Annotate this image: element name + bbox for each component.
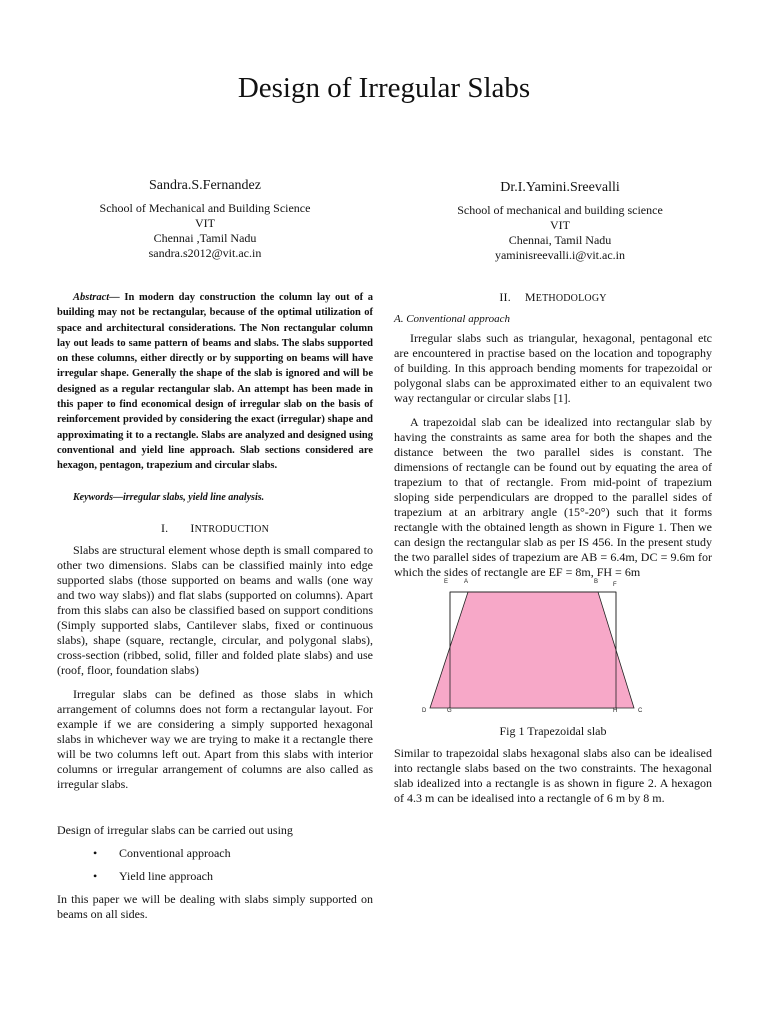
label-h: H <box>613 708 618 714</box>
abstract-text: In modern day construction the column lay out of a building may not be rectangular, because of the optimal utilization of space and architectural considerations. The Non rectangular column lay out leads to same pattern of beams and slabs. The slabs supported on these columns, either directly or by supporting on beams will have irregular shape. Generally the shape of the slab is ignored and will be designed as a regular rectangular slab. An attempt has been made in this paper to find economical design of irregular slab on the basis of reinforcement provided by considering the exact (irregular) shape and approximating it to a rectangle. Slabs are analyzed and designed using conventional and yield line approach. Slab sections considered are hexagon, pentagon, trapezium and circular slabs. <box>57 292 373 472</box>
methodology-paragraph-1: Irregular slabs such as triangular, hexagonal, pentagonal etc are encountered in practise based on the location and topography of building. In this approach bending moments for trapezoidal or polygonal slabs can be approximated either to an equivalent two way rectangular or circular slabs [1]. <box>394 331 712 405</box>
section-number: I. <box>160 520 169 535</box>
subsection-heading: A. Conventional approach <box>394 313 510 325</box>
author-name: Dr.I.Yamini.Sreevalli <box>500 180 620 195</box>
author-city: Chennai, Tamil Nadu <box>508 233 612 247</box>
right-column-lower <box>394 746 712 806</box>
abstract-label: Abstract <box>73 292 110 303</box>
section-initial: I <box>190 520 195 535</box>
section-heading-methodology <box>394 290 712 306</box>
author-block-1 <box>60 178 350 261</box>
label-d: D <box>422 708 427 714</box>
left-column <box>57 290 373 922</box>
intro-paragraph-3: Design of irregular slabs can be carried out using <box>57 822 293 837</box>
approach-list <box>57 846 373 892</box>
author-email: sandra.s2012@vit.ac.in <box>148 246 262 260</box>
list-item <box>57 846 373 869</box>
abstract <box>57 290 373 474</box>
label-a: A <box>464 579 469 585</box>
section-title-rest: NTRODUCTION <box>194 523 270 535</box>
list-item-label: Yield line approach <box>119 868 213 883</box>
label-c: C <box>638 708 643 714</box>
section-initial: M <box>524 290 536 304</box>
intro-paragraph-1: Slabs are structural element whose depth is small compared to other two dimensions. Slabs can be classified mainly into edge supported slabs (those supported on beams and walls (one way and two way slabs)) and flat slabs (supported on columns). Apart from this slabs can also be classified based on support conditions (Simply supported slabs, Cantilever slabs, fixed or continuous slabs), shape (square, rectangle, circular, and polygonal slabs), cross-section (ribbed, solid, filler and folded plate slabs) and use (roof, floor, foundation slabs) <box>57 542 373 677</box>
keywords: Keywords—irregular slabs, yield line analysis. <box>73 491 265 503</box>
trapezium-shape <box>430 592 634 708</box>
label-b: B <box>594 579 599 585</box>
bullet-icon: • <box>93 868 98 883</box>
section-heading-introduction <box>57 521 373 537</box>
figure-caption: Fig 1 Trapezoidal slab <box>499 724 607 738</box>
right-column <box>394 290 712 580</box>
trapezoidal-slab-figure <box>414 572 654 722</box>
author-inst: VIT <box>550 218 570 232</box>
label-g: G <box>447 708 452 714</box>
section-title-rest: ETHODOLOGY <box>535 293 607 304</box>
methodology-paragraph-3: Similar to trapezoidal slabs hexagonal slabs also can be idealised into rectangle slabs based on the two constraints. The hexagonal slab idealized into a rectangle is as shown in figure 2. A hexagon of 4.3 m can be idealised into a rectangle of 6 m by 8 m. <box>394 746 712 805</box>
author-block-2 <box>410 180 710 263</box>
label-f: F <box>613 582 617 588</box>
author-name: Sandra.S.Fernandez <box>149 178 261 193</box>
author-dept: School of Mechanical and Building Science <box>99 201 311 215</box>
section-number: II. <box>499 290 511 304</box>
intro-paragraph-4: In this paper we will be dealing with slabs simply supported on beams on all sides. <box>57 891 373 921</box>
intro-paragraph-2: Irregular slabs can be defined as those slabs in which arrangement of columns does not form a rectangular layout. For example if we are considering a simply supported hexagonal slabs in whichever way we are trying to make it a rectangle there will be two columns left out. Apart from this slabs with interior columns or irregular arrangement of columns are also called as irregular slabs. <box>57 686 373 791</box>
author-inst: VIT <box>195 216 215 230</box>
paper-title: Design of Irregular Slabs <box>237 72 531 104</box>
list-item-label: Conventional approach <box>119 845 231 860</box>
author-email: yaminisreevalli.i@vit.ac.in <box>494 248 625 262</box>
list-item <box>57 869 373 892</box>
author-dept: School of mechanical and building science <box>457 203 663 217</box>
methodology-paragraph-2: A trapezoidal slab can be idealized into rectangular slab by having the constraints as same area for both the shapes and the distance between the two parallel sides is constant. The dimensions of rectangle can be found out by equating the area of trapezium to that of rectangle. From mid-point of trapezium sloping side perpendiculars are dropped to the parallel sides of trapezium at an arbitrary angle (15°-20°) such that it forms rectangle with the obtained length as shown in Figure 1. Then we can design the rectangular slab as per IS 456. In the present study the two parallel sides of trapezium are AB = 6.4m, DC = 9.6m for which the sides of rectangle are EF = 8m, FH = 6m <box>394 415 712 579</box>
label-e: E <box>444 579 449 585</box>
abstract-dash: — <box>109 292 125 303</box>
author-city: Chennai ,Tamil Nadu <box>153 231 257 245</box>
bullet-icon: • <box>93 845 98 860</box>
